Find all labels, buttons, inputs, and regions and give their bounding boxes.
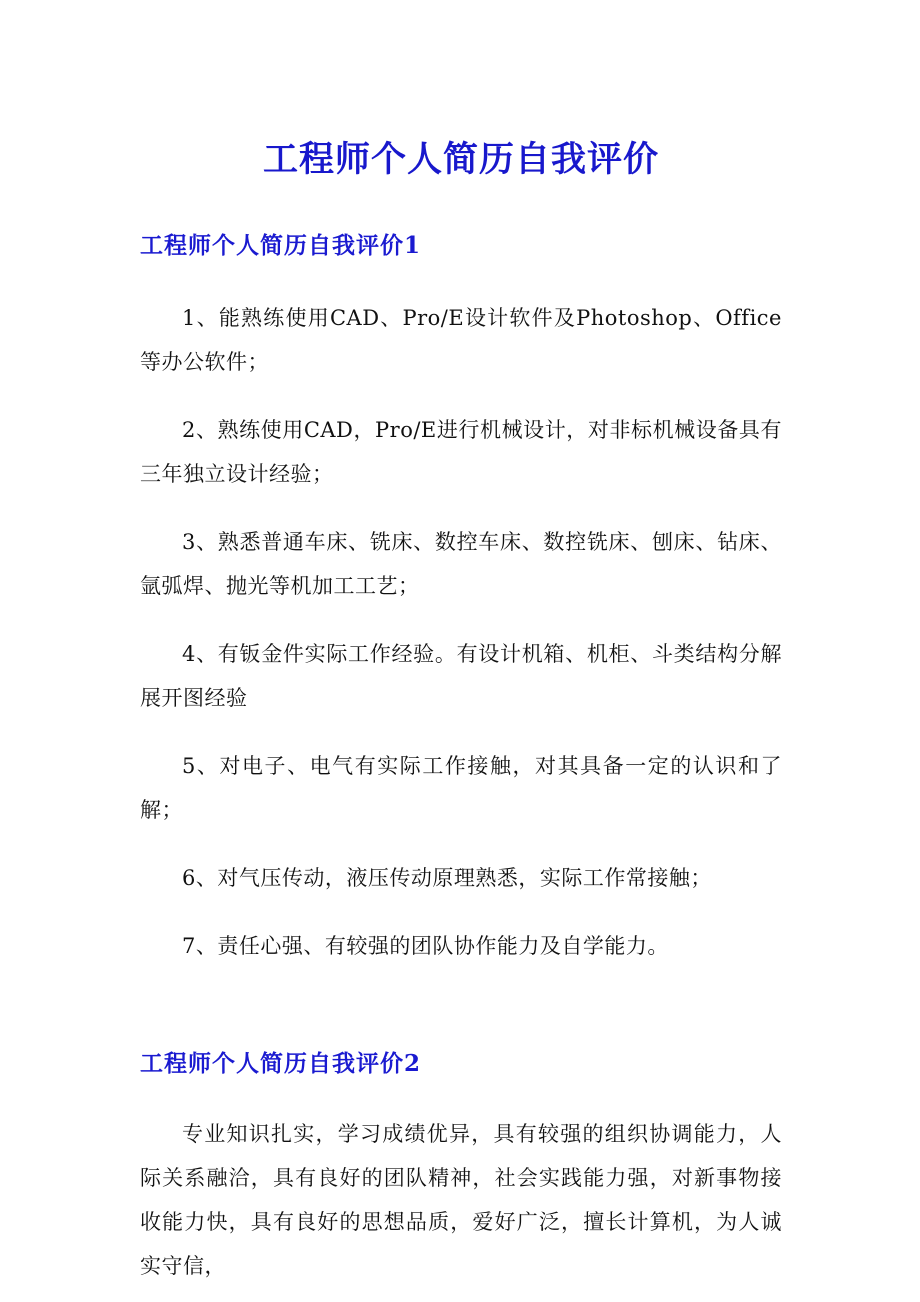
list-item: 3、熟悉普通车床、铣床、数控车床、数控铣床、刨床、钻床、氩弧焊、抛光等机加工工艺； (140, 530, 782, 598)
section-1 (140, 230, 782, 968)
list-item: 4、有钣金件实际工作经验。有设计机箱、机柜、斗类结构分解展开图经验 (140, 642, 782, 710)
body-paragraph: 专业知识扎实，学习成绩优异，具有较强的组织协调能力，人际关系融洽，具有良好的团队精神，社会实践能力强，对新事物接收能力快，具有良好的思想品质，爱好广泛，擅长计算机，为人诚实守信， (140, 1122, 782, 1278)
section-heading: 工程师个人简历自我评价2 (140, 1050, 422, 1077)
list-item: 7、责任心强、有较强的团队协作能力及自学能力。 (182, 934, 669, 958)
section-2 (140, 1048, 782, 1288)
document-title: 工程师个人简历自我评价 (262, 139, 659, 180)
list-item: 1、能熟练使用CAD、Pro/E设计软件及Photoshop、Office等办公软件； (140, 306, 782, 374)
list-item: 2、熟练使用CAD，Pro/E进行机械设计，对非标机械设备具有三年独立设计经验； (140, 418, 782, 486)
evaluation-list (140, 296, 782, 968)
list-item: 6、对气压传动，液压传动原理熟悉，实际工作常接触； (182, 866, 712, 890)
list-item: 5、对电子、电气有实际工作接触，对其具备一定的认识和了解； (140, 754, 782, 822)
section-heading: 工程师个人简历自我评价1 (140, 232, 422, 259)
